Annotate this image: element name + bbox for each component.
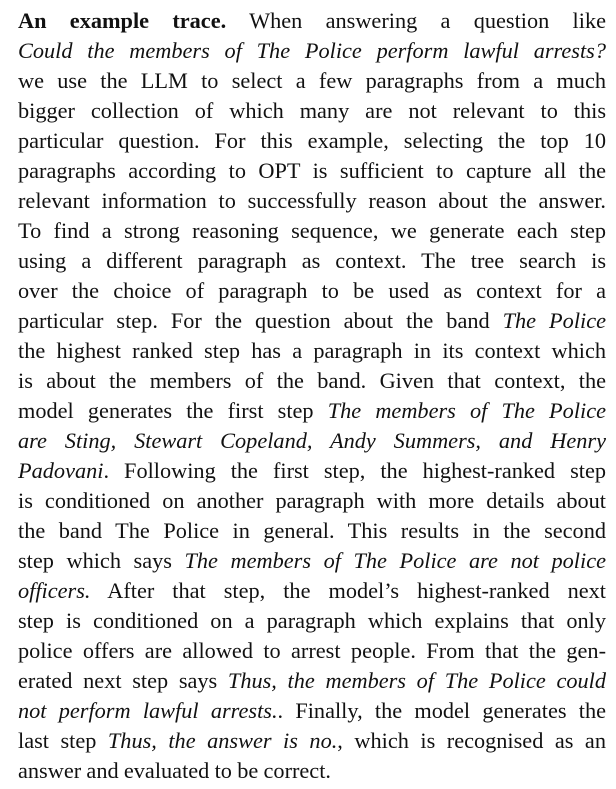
text-line — [18, 276, 606, 306]
text-line — [18, 96, 606, 126]
body-text: the band The Police in general. This results in the second — [18, 518, 606, 543]
body-text: is about the members of the band. Given that context, the — [18, 368, 606, 393]
text-line — [18, 726, 606, 756]
text-line — [18, 246, 606, 276]
body-text: When answering a question like — [226, 8, 606, 33]
text-line — [18, 36, 606, 66]
body-text: . Finally, the model generates the — [277, 698, 606, 723]
italic-text: The Police — [502, 308, 606, 333]
text-line — [18, 666, 606, 696]
text-line — [18, 156, 606, 186]
body-text: particular step. For the question about the band — [18, 308, 503, 333]
text-line — [18, 186, 606, 216]
text-line — [18, 126, 606, 156]
italic-text: The members of The Police — [327, 398, 607, 423]
example-trace-paragraph — [18, 6, 606, 786]
italic-text: officers. — [18, 578, 91, 603]
body-text: last step — [18, 728, 108, 753]
body-text: relevant information to successfully reason about the answer. — [18, 188, 606, 213]
body-text: paragraphs according to OPT is sufficient to capture all the — [18, 158, 606, 183]
italic-text: Thus, the answer is no. — [107, 728, 338, 753]
text-line — [18, 606, 606, 636]
body-text: police offers are allowed to arrest people. From that the gen- — [18, 638, 606, 663]
text-line — [18, 486, 606, 516]
body-text: erated next step says — [18, 668, 228, 693]
body-text: step which says — [18, 548, 185, 573]
body-text: To find a strong reasoning sequence, we generate each step — [18, 218, 606, 243]
body-text: bigger collection of which many are not relevant to this — [18, 98, 606, 123]
text-line — [18, 66, 606, 96]
text-line — [18, 516, 606, 546]
italic-text: not perform lawful arrests. — [18, 698, 278, 723]
document-page — [18, 6, 606, 786]
text-line — [18, 546, 606, 576]
text-line — [18, 336, 606, 366]
text-line — [18, 696, 606, 726]
italic-text: are Sting, Stewart Copeland, Andy Summers, and Henry — [18, 428, 606, 453]
text-line — [18, 756, 606, 786]
text-line — [18, 396, 606, 426]
text-line — [18, 216, 606, 246]
text-line — [18, 636, 606, 666]
body-text: the highest ranked step has a paragraph in its context which — [18, 338, 606, 363]
italic-text: Could the members of The Police perform lawful arrests? — [18, 38, 606, 63]
text-line — [18, 366, 606, 396]
text-line — [18, 576, 606, 606]
text-line — [18, 306, 606, 336]
body-text: particular question. For this example, selecting the top 10 — [18, 128, 606, 153]
body-text: model generates the first step — [18, 398, 328, 423]
body-text: , which is recognised as an — [337, 728, 606, 753]
text-line — [18, 426, 606, 456]
body-text: is conditioned on another paragraph with more details about — [18, 488, 606, 513]
italic-text: Thus, the members of The Police could — [227, 668, 607, 693]
text-line — [18, 6, 606, 36]
text-line — [18, 456, 606, 486]
body-text: After that step, the model’s highest-ranked next — [90, 578, 606, 603]
bold-run-in-heading: An example trace. — [18, 8, 227, 33]
body-text: answer and evaluated to be correct. — [18, 758, 331, 783]
body-text: over the choice of paragraph to be used as context for a — [18, 278, 606, 303]
body-text: using a different paragraph as context. The tree search is — [18, 248, 606, 273]
body-text: we use the LLM to select a few paragraphs from a much — [18, 68, 606, 93]
italic-text: Padovani — [18, 458, 104, 483]
body-text: step is conditioned on a paragraph which explains that only — [18, 608, 606, 633]
italic-text: The members of The Police are not police — [184, 548, 606, 573]
body-text: . Following the first step, the highest-ranked step — [103, 458, 606, 483]
